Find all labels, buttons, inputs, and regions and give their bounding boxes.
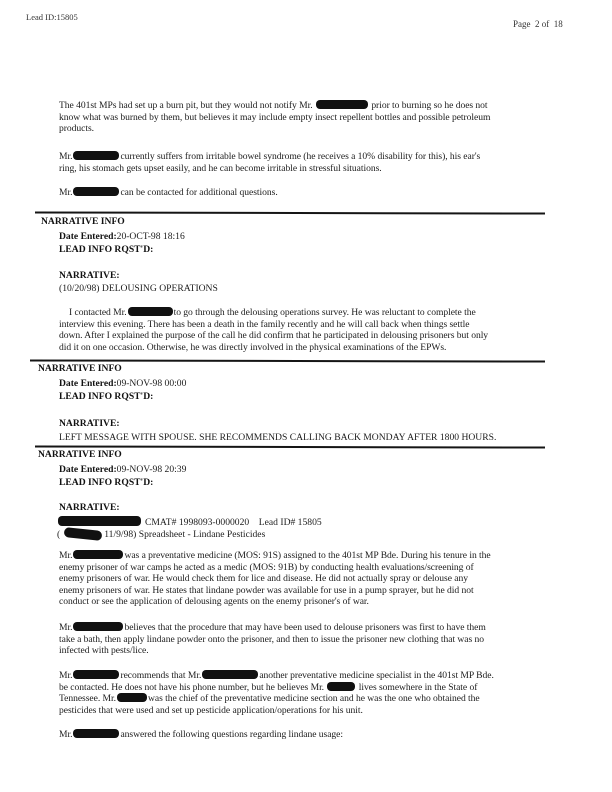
narrative-label: NARRATIVE: <box>59 418 120 429</box>
text: was the chief of the preventative medicine section and he was the one who obtained the <box>147 693 480 705</box>
date-entered-value: 20-OCT-98 18:16 <box>116 231 185 242</box>
section-title: NARRATIVE INFO <box>38 363 122 374</box>
page-of: of <box>541 19 550 29</box>
text: conduct or see the application of delousing agents on the enemy prisoner's of war. <box>59 596 369 608</box>
intro-paragraph-3 <box>59 187 559 199</box>
lead-info-label: LEAD INFO RQST'D: <box>59 391 154 402</box>
text: be contacted. He does not have his phone number, but he believes Mr. <box>59 681 325 693</box>
date-entered-value: 09-NOV-98 00:00 <box>116 378 187 389</box>
lead-id-header: Lead ID:15805 <box>26 12 78 22</box>
page-total: 18 <box>553 19 563 29</box>
section-title: NARRATIVE INFO <box>41 216 125 227</box>
text: did it on one occasion. Otherwise, he was directly involved in the physical examinations of the EPWs. <box>59 341 447 353</box>
text: 11/9/98) Spreadsheet - Lindane Pesticides <box>104 529 266 540</box>
text: products. <box>59 123 94 135</box>
text: can be contacted for additional questions. <box>120 187 278 198</box>
narrative-paragraph-3 <box>59 670 559 716</box>
date-entered-field <box>59 464 186 475</box>
narrative-subject: (10/20/98) DELOUSING OPERATIONS <box>59 283 218 294</box>
text: I contacted Mr. <box>69 307 127 318</box>
text: another preventative medicine specialist in the 401st MP Bde. <box>259 670 494 681</box>
narrative-label: NARRATIVE: <box>59 502 120 513</box>
redaction <box>73 550 123 559</box>
text: to go through the delousing operations survey. He was reluctant to complete the <box>173 307 476 318</box>
text: infected with pests/lice. <box>59 645 149 657</box>
redaction <box>73 151 119 160</box>
narrative-paragraph-1 <box>59 550 559 608</box>
text: pesticides that were used and set up pesticide application/operations for his unit. <box>59 704 363 716</box>
section-divider <box>35 211 545 214</box>
date-entered-label: Date Entered: <box>59 231 117 242</box>
text: down. After I explained the purpose of the call he did confirm that he participated in delousing prisoners but only <box>59 330 489 342</box>
text: The 401st MPs had set up a burn pit, but they would not notify Mr. <box>59 100 313 111</box>
intro-paragraph-1 <box>59 100 559 135</box>
page-current: 2 <box>535 19 540 29</box>
narrative-subject <box>57 529 265 540</box>
redaction <box>316 100 368 109</box>
redaction <box>327 682 355 691</box>
text: interview this evening. There has been a death in the family recently and he will call back when things settle <box>59 318 470 330</box>
lead-info-label: LEAD INFO RQST'D: <box>59 244 154 255</box>
intro-paragraph-2 <box>59 151 559 174</box>
redaction <box>202 670 258 679</box>
text: take a bath, then apply lindane powder onto the prisoner, and then to issue the prisoner new clothing that was no <box>59 633 485 645</box>
text: ( <box>57 529 61 540</box>
text: Mr. <box>59 187 73 198</box>
text: enemy prisoners of war. He would check them for lice and disease. He did not actually spray or delouse any <box>59 573 468 585</box>
narrative-paragraph-4 <box>59 729 559 741</box>
redaction <box>73 622 123 631</box>
page-label: Page <box>513 19 531 29</box>
narrative-paragraph-2 <box>59 622 559 657</box>
text: Mr. <box>59 151 73 162</box>
cmat-number: CMAT# 1998093-0000020 <box>145 517 250 528</box>
date-entered-field <box>59 378 186 389</box>
redaction <box>73 187 119 196</box>
text: Mr. <box>59 729 73 740</box>
date-entered-value: 09-NOV-98 20:39 <box>116 464 187 475</box>
text: Mr. <box>59 550 73 561</box>
text: recommends that Mr. <box>120 670 202 681</box>
text: Mr. <box>59 622 73 633</box>
lead-reference: Lead ID# 15805 <box>258 517 322 528</box>
text: Tennessee. Mr. <box>59 693 116 705</box>
text: answered the following questions regarding lindane usage: <box>120 729 343 740</box>
redaction <box>73 729 119 738</box>
redaction <box>73 670 119 679</box>
date-entered-label: Date Entered: <box>59 378 117 389</box>
text: prior to burning so he does not <box>371 100 488 111</box>
text: ring, his stomach gets upset easily, and he can become irritable in stressful situations. <box>59 162 382 174</box>
text: was a preventative medicine (MOS: 91S) assigned to the 401st MP Bde. During his tenure in the <box>124 550 491 561</box>
text: believes that the procedure that may have been used to delouse prisoners was first to have them <box>124 622 486 633</box>
narrative-body <box>59 307 559 353</box>
narrative-body: LEFT MESSAGE WITH SPOUSE. SHE RECOMMENDS CALLING BACK MONDAY AFTER 1800 HOURS. <box>59 432 497 443</box>
text: know what was burned by them, but believes it may include empty insect repellent bottles and possible petroleum <box>59 111 491 123</box>
page-indicator <box>513 19 563 29</box>
text: enemy prisoners of war. He states that lindane powder was available for use in a pump sprayer, but he did not <box>59 584 474 596</box>
redaction <box>117 693 147 702</box>
text: currently suffers from irritable bowel syndrome (he receives a 10% disability for this), his ear's <box>120 151 481 162</box>
text: enemy prisoner of war camps he acted as a medic (MOS: 91B) by conducting health evaluations/screening of <box>59 561 474 573</box>
text: lives somewhere in the State of <box>358 681 478 693</box>
date-entered-field <box>59 231 185 242</box>
text: Mr. <box>59 670 73 681</box>
narrative-label: NARRATIVE: <box>59 270 120 281</box>
redaction <box>128 307 173 316</box>
section-title: NARRATIVE INFO <box>38 449 122 460</box>
redaction <box>58 516 141 526</box>
date-entered-label: Date Entered: <box>59 464 117 475</box>
cmat-line <box>145 517 322 528</box>
lead-info-label: LEAD INFO RQST'D: <box>59 477 154 488</box>
